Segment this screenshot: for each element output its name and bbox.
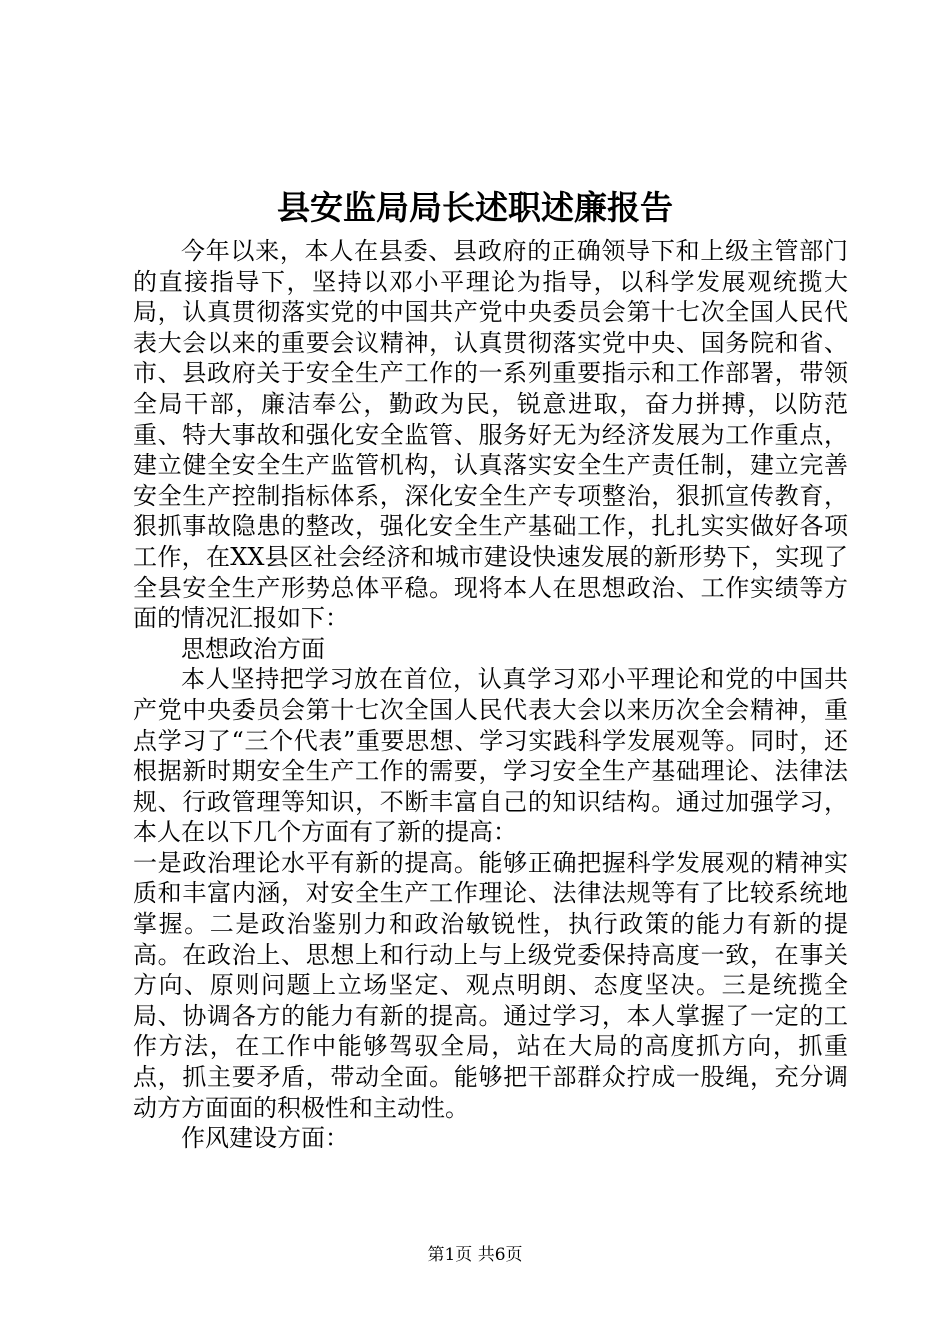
paragraph-improvements: 一是政治理论水平有新的提高。能够正确把握科学发展观的精神实质和丰富内涵，对安全生产工作理论、法律法规等有了比较系统地掌握。二是政治鉴别力和政治敏锐性，执行政策的能力有新的提高。在政治上、思想上和行动上与上级党委保持高度一致，在事关方向、原则问题上立场坚定、观点明朗、态度坚决。三是统揽全局、协调各方的能力有新的提高。通过学习，本人掌握了一定的工作方法，在工作中能够驾驭全局，站在大局的高度抓方向，抓重点，抓主要矛盾，带动全面。能够把干部群众拧成一股绳，充分调动方方面面的积极性和主动性。 (133, 848, 848, 1122)
section-heading-conduct: 作风建设方面： (181, 1124, 349, 1153)
paragraph-study: 本人坚持把学习放在首位，认真学习邓小平理论和党的中国共产党中央委员会第十七次全国人民代表大会以来历次全会精神，重点学习了“三个代表”重要思想、学习实践科学发展观等。同时，还根据新时期安全生产工作的需要，学习安全生产基础理论、法律法规、行政管理等知识，不断丰富自己的知识结构。通过加强学习，本人在以下几个方面有了新的提高： (133, 665, 848, 847)
paragraph-intro: 今年以来，本人在县委、县政府的正确领导下和上级主管部门的直接指导下，坚持以邓小平理论为指导，以科学发展观统揽大局，认真贯彻落实党的中国共产党中央委员会第十七次全国人民代表大会以来的重要会议精神，认真贯彻落实党中央、国务院和省、市、县政府关于安全生产工作的一系列重要指示和工作部署，带领全局干部，廉洁奉公，勤政为民，锐意进取，奋力拼搏，以防范重、特大事故和强化安全监管、服务好无为经济发展为工作重点，建立健全安全生产监管机构，认真落实安全生产责任制，建立完善安全生产控制指标体系，深化安全生产专项整治，狠抓宣传教育，狠抓事故隐患的整改，强化安全生产基础工作，扎扎实实做好各项工作，在XX县区社会经济和城市建设快速发展的新形势下，实现了全县安全生产形势总体平稳。现将本人在思想政治、工作实绩等方面的情况汇报如下： (133, 237, 848, 633)
document-title: 县安监局局长述职述廉报告 (277, 188, 673, 227)
page-number-footer: 第1页 共6页 (427, 1245, 523, 1265)
document-body (133, 236, 848, 1154)
section-heading-ideology: 思想政治方面 (181, 634, 325, 663)
